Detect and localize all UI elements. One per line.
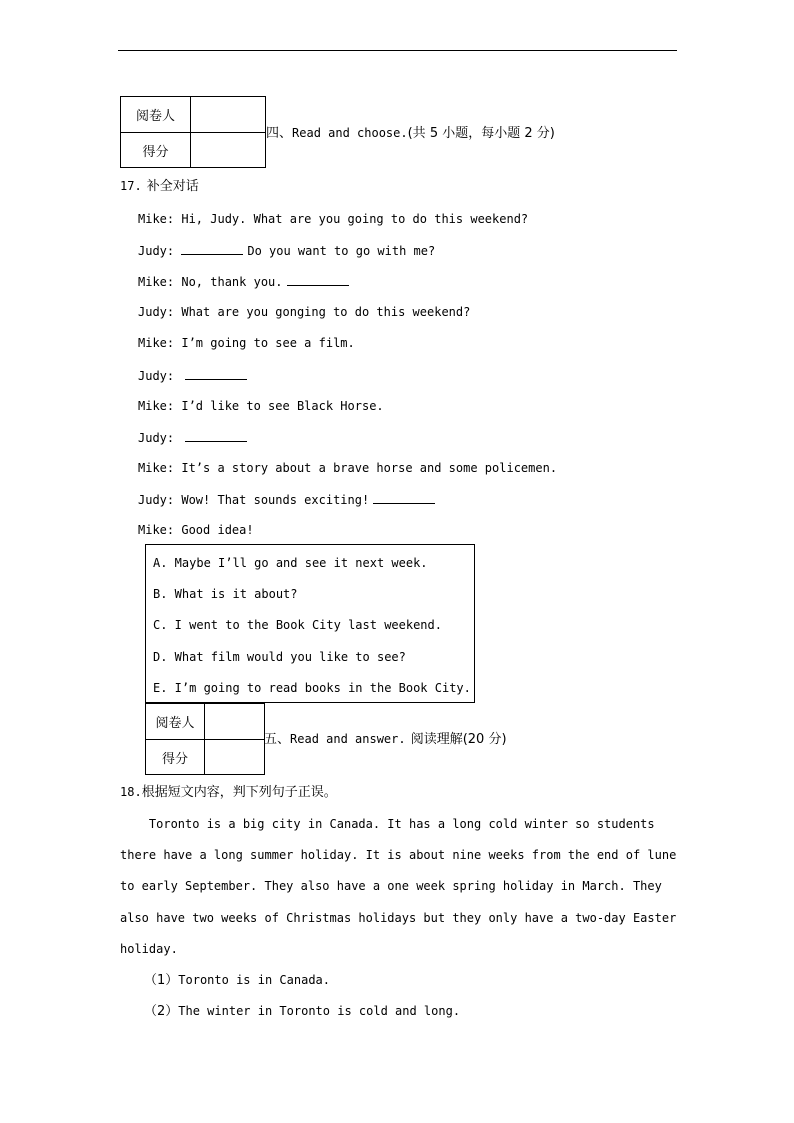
- dialogue-text: I’m going to see a film.: [181, 336, 355, 350]
- statement-number: （2）: [144, 1004, 179, 1019]
- section5-heading: 五、Read and answer. 阅读理解(20 分): [264, 732, 507, 747]
- grader-cell[interactable]: [191, 97, 266, 133]
- dialogue-line: [138, 522, 254, 538]
- option-item: B. What is it about?: [153, 587, 298, 601]
- dialogue-line: [138, 491, 435, 508]
- score-cell[interactable]: [205, 740, 265, 775]
- speaker-label: Mike:: [138, 212, 182, 226]
- dialogue-line: [138, 273, 349, 290]
- statement-item: [144, 971, 330, 989]
- dialogue-line: [138, 335, 355, 351]
- score-label: 得分: [146, 740, 205, 775]
- dialogue-text: I’d like to see Black Horse.: [181, 399, 384, 413]
- speaker-label: Judy:: [138, 369, 182, 383]
- passage-line: there have a long summer holiday. It is about nine weeks from the end of lune: [120, 848, 677, 862]
- q18-title: 18.根据短文内容，判下列句子正误。: [120, 785, 337, 800]
- grader-cell[interactable]: [205, 704, 265, 740]
- statement-number: （1）: [144, 973, 179, 988]
- passage-line: to early September. They also have a one week spring holiday in March. They: [120, 879, 662, 893]
- dialogue-text: Good idea!: [181, 523, 254, 537]
- option-item: A. Maybe I’ll go and see it next week.: [153, 556, 428, 570]
- dialogue-text: Hi, Judy. What are you going to do this weekend?: [181, 212, 529, 226]
- answer-blank[interactable]: [185, 367, 247, 380]
- section4-heading: 四、Read and choose.(共 5 小题，每小题 2 分): [266, 126, 555, 141]
- dialogue-line: [138, 429, 247, 446]
- score-cell[interactable]: [191, 133, 266, 168]
- statement-item: [144, 1002, 460, 1020]
- speaker-label: Judy:: [138, 244, 182, 258]
- statement-text: The winter in Toronto is cold and long.: [178, 1004, 461, 1018]
- dialogue-text: Do you want to go with me?: [247, 244, 436, 258]
- speaker-label: Mike:: [138, 523, 182, 537]
- dialogue-text: What are you gonging to do this weekend?: [181, 305, 471, 319]
- q17-title: 17. 补全对话: [120, 179, 199, 194]
- answer-blank[interactable]: [287, 273, 349, 286]
- score-table-section4: [120, 96, 266, 168]
- options-box: [145, 544, 475, 703]
- dialogue-text: Wow! That sounds exciting!: [181, 493, 370, 507]
- dialogue-text: It’s a story about a brave horse and some policemen.: [181, 461, 558, 475]
- speaker-label: Mike:: [138, 461, 182, 475]
- score-table-section5: [145, 703, 265, 775]
- speaker-label: Judy:: [138, 431, 182, 445]
- speaker-label: Mike:: [138, 336, 182, 350]
- grader-label: 阅卷人: [121, 97, 191, 133]
- speaker-label: Mike:: [138, 275, 182, 289]
- speaker-label: Judy:: [138, 305, 182, 319]
- dialogue-line: [138, 304, 470, 320]
- passage-line: Toronto is a big city in Canada. It has a long cold winter so students: [120, 817, 655, 831]
- answer-blank[interactable]: [185, 429, 247, 442]
- option-item: C. I went to the Book City last weekend.: [153, 618, 442, 632]
- grader-label: 阅卷人: [146, 704, 205, 740]
- option-item: D. What film would you like to see?: [153, 650, 406, 664]
- header-rule: [118, 50, 677, 51]
- answer-blank[interactable]: [373, 491, 435, 504]
- speaker-label: Judy:: [138, 493, 182, 507]
- dialogue-line: [138, 398, 384, 414]
- dialogue-line: [138, 460, 557, 476]
- passage-line: holiday.: [120, 942, 178, 956]
- passage-line: also have two weeks of Christmas holidays but they only have a two-day Easter: [120, 911, 677, 925]
- statement-text: Toronto is in Canada.: [178, 973, 330, 987]
- answer-blank[interactable]: [181, 242, 243, 255]
- speaker-label: Mike:: [138, 399, 182, 413]
- dialogue-line: [138, 367, 247, 384]
- dialogue-text: No, thank you.: [181, 275, 283, 289]
- score-label: 得分: [121, 133, 191, 168]
- dialogue-line: [138, 211, 528, 227]
- dialogue-line: [138, 242, 435, 259]
- option-item: E. I’m going to read books in the Book City.: [153, 681, 471, 695]
